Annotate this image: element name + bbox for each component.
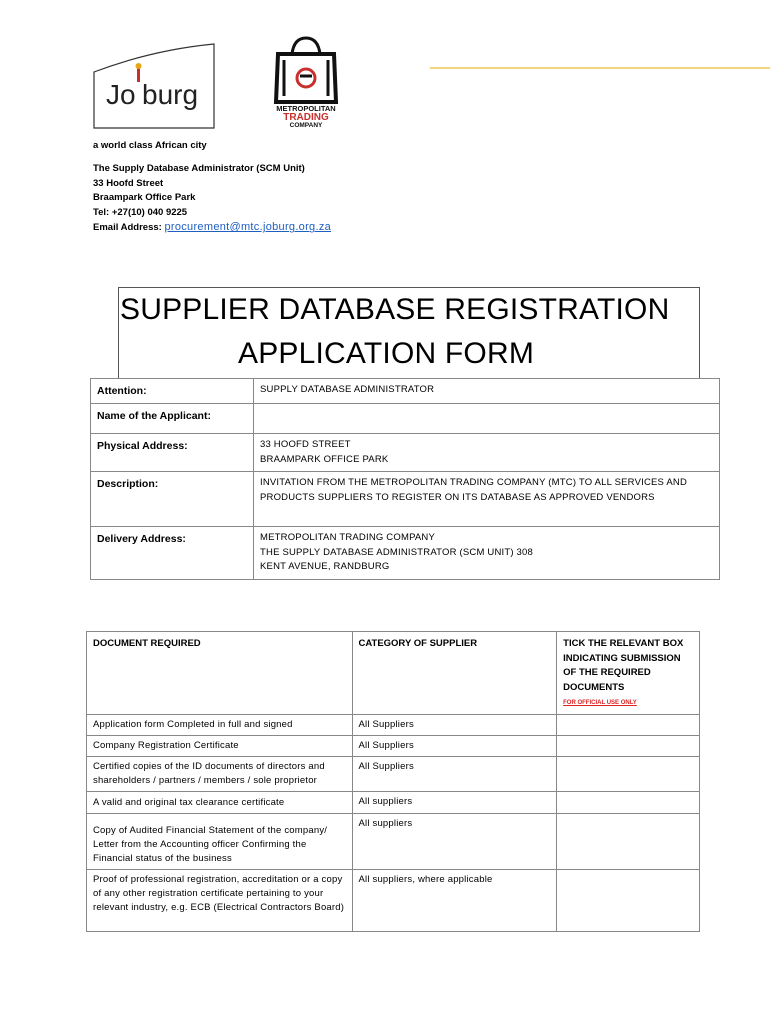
- category-cell: All suppliers: [352, 791, 557, 813]
- document-cell: Application form Completed in full and signed: [87, 714, 353, 735]
- svg-text:COMPANY: COMPANY: [289, 122, 323, 128]
- form-title-line-1: SUPPLIER DATABASE REGISTRATION: [120, 293, 670, 326]
- column-header-document: DOCUMENT REQUIRED: [87, 632, 353, 715]
- delivery-address-line: THE SUPPLY DATABASE ADMINISTRATOR (SCM UNIT) 308: [260, 546, 534, 558]
- document-cell: A valid and original tax clearance certificate: [87, 791, 353, 813]
- email-link[interactable]: procurement@mtc.joburg.org.za: [164, 221, 332, 234]
- delivery-address-label: Delivery Address:: [91, 527, 254, 580]
- physical-address-line: 33 HOOFD STREET: [260, 439, 351, 450]
- address-line: The Supply Database Administrator (SCM Unit): [93, 163, 305, 174]
- applicant-row: [91, 404, 720, 434]
- description-label: Description:: [91, 472, 254, 527]
- column-header-category: CATEGORY OF SUPPLIER: [352, 632, 557, 715]
- address-line: Tel: +27(10) 040 9225: [93, 206, 188, 218]
- tick-box[interactable]: [557, 735, 700, 756]
- email-label: Email Address:: [93, 222, 162, 234]
- table-row: [87, 735, 700, 756]
- info-table: [90, 378, 720, 580]
- documents-header-row: [87, 632, 700, 715]
- tick-box[interactable]: [557, 791, 700, 813]
- document-cell: Copy of Audited Financial Statement of the company/ Letter from the Accounting officer Confirming the Financial status of the business: [87, 813, 353, 869]
- joburg-logo: [92, 42, 216, 130]
- delivery-address-line: KENT AVENUE, RANDBURG: [260, 561, 390, 572]
- form-title-line-2: APPLICATION FORM: [238, 337, 535, 370]
- svg-text:burg: burg: [142, 79, 199, 110]
- attention-value: SUPPLY DATABASE ADMINISTRATOR: [254, 379, 720, 404]
- applicant-label: Name of the Applicant:: [91, 404, 254, 434]
- mtc-logo: [270, 36, 342, 128]
- applicant-field[interactable]: [254, 404, 720, 434]
- column-header-tick: [557, 632, 700, 715]
- documents-table: [86, 631, 700, 932]
- delivery-address-value: [254, 527, 720, 580]
- category-cell: All Suppliers: [352, 756, 557, 791]
- category-cell: All Suppliers: [352, 714, 557, 735]
- document-cell: Proof of professional registration, accreditation or a copy of any other registration certificate pertaining to your relevant industry, e.g. ECB (Electrical Contractors Board): [87, 869, 353, 931]
- email-line: [93, 220, 331, 236]
- table-row: [87, 791, 700, 813]
- physical-address-row: [91, 434, 720, 472]
- table-row: [87, 714, 700, 735]
- tick-box[interactable]: [557, 869, 700, 931]
- address-line: Braampark Office Park: [93, 192, 196, 204]
- category-cell: All Suppliers: [352, 735, 557, 756]
- tick-header-label: TICK THE RELEVANT BOX INDICATING SUBMISSION OF THE REQUIRED DOCUMENTS: [563, 638, 684, 693]
- official-use-note: FOR OFFICIAL USE ONLY: [563, 700, 637, 706]
- svg-text:TRADING: TRADING: [283, 112, 329, 123]
- tick-box[interactable]: [557, 714, 700, 735]
- table-row: [87, 869, 700, 931]
- delivery-address-row: [91, 527, 720, 580]
- description-row: [91, 472, 720, 527]
- table-row: [87, 756, 700, 791]
- svg-text:Jo: Jo: [106, 79, 136, 110]
- delivery-address-line: METROPOLITAN TRADING COMPANY: [260, 532, 436, 543]
- tick-box[interactable]: [557, 756, 700, 791]
- table-row: [87, 813, 700, 869]
- header-accent-line: [430, 67, 770, 69]
- address-line: 33 Hoofd Street: [93, 177, 164, 189]
- document-cell: Company Registration Certificate: [87, 735, 353, 756]
- physical-address-value: [254, 434, 720, 472]
- address-block: [93, 162, 331, 236]
- description-value: INVITATION FROM THE METROPOLITAN TRADING COMPANY (MTC) TO ALL SERVICES AND PRODUCTS SUPPLIERS TO REGISTER ON ITS DATABASE AS APPROVED VENDORS: [254, 472, 720, 527]
- physical-address-label: Physical Address:: [91, 434, 254, 472]
- category-cell: All suppliers, where applicable: [352, 869, 557, 931]
- tick-box[interactable]: [557, 813, 700, 869]
- physical-address-line: BRAAMPARK OFFICE PARK: [260, 453, 389, 465]
- svg-text:METROPOLITAN: METROPOLITAN: [276, 104, 336, 113]
- attention-row: [91, 379, 720, 404]
- category-cell: All suppliers: [352, 813, 557, 869]
- document-cell: Certified copies of the ID documents of directors and shareholders / partners / members / sole proprietor: [87, 756, 353, 791]
- attention-label: Attention:: [91, 379, 254, 404]
- tagline: a world class African city: [93, 140, 207, 151]
